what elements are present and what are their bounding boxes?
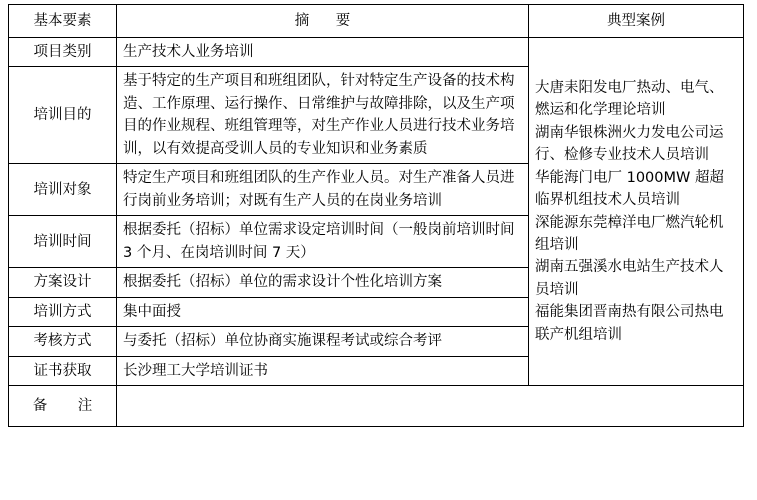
row-value-project-category: 生产技术人业务培训 (117, 38, 529, 67)
column-header-typical-cases: 典型案例 (529, 5, 744, 38)
row-value-remark (117, 386, 744, 427)
case-item: 福能集团晋南热有限公司热电联产机组培训 (535, 304, 724, 343)
row-label-training-audience: 培训对象 (9, 164, 117, 216)
row-label-training-time: 培训时间 (9, 216, 117, 268)
row-label-training-method: 培训方式 (9, 297, 117, 326)
typical-cases-cell (529, 38, 744, 386)
row-label-remark: 备 注 (9, 386, 117, 427)
table-header-row (9, 5, 744, 38)
table-row (9, 38, 744, 67)
row-label-certificate: 证书获取 (9, 356, 117, 385)
column-header-summary: 摘 要 (117, 5, 529, 38)
row-value-training-method: 集中面授 (117, 297, 529, 326)
row-value-assessment-method: 与委托（招标）单位协商实施课程考试或综合考评 (117, 327, 529, 356)
row-value-plan-design: 根据委托（招标）单位的需求设计个性化培训方案 (117, 268, 529, 297)
column-header-basic-elements: 基本要素 (9, 5, 117, 38)
row-value-training-time: 根据委托（招标）单位需求设定培训时间（一般岗前培训时间 3 个月、在岗培训时间 7 天） (117, 216, 529, 268)
case-item: 华能海门电厂 1000MW 超超临界机组技术人员培训 (535, 169, 724, 209)
row-value-training-purpose: 基于特定的生产项目和班组团队，针对特定生产设备的技术构造、工作原理、运行操作、日常维护与故障排除，以及生产项目的作业规程、班组管理等，对生产作业人员进行技术业务培训，以有效提高受训人员的专业知识和业务素质 (117, 67, 529, 164)
case-item: 湖南五强溪水电站生产技术人员培训 (535, 259, 724, 298)
row-label-training-purpose: 培训目的 (9, 67, 117, 164)
row-value-certificate: 长沙理工大学培训证书 (117, 356, 529, 385)
row-value-training-audience: 特定生产项目和班组团队的生产作业人员。对生产准备人员进行岗前业务培训；对既有生产人员的在岗业务培训 (117, 164, 529, 216)
row-label-assessment-method: 考核方式 (9, 327, 117, 356)
case-item: 湖南华银株洲火力发电公司运行、检修专业技术人员培训 (535, 124, 724, 164)
case-item: 深能源东莞樟洋电厂燃汽轮机组培训 (535, 214, 724, 254)
case-item: 大唐耒阳发电厂热动、电气、燃运和化学理论培训 (535, 79, 724, 119)
table-remark-row (9, 386, 744, 427)
row-label-project-category: 项目类别 (9, 38, 117, 67)
document-page (0, 4, 757, 500)
training-program-table (8, 4, 744, 427)
row-label-plan-design: 方案设计 (9, 268, 117, 297)
